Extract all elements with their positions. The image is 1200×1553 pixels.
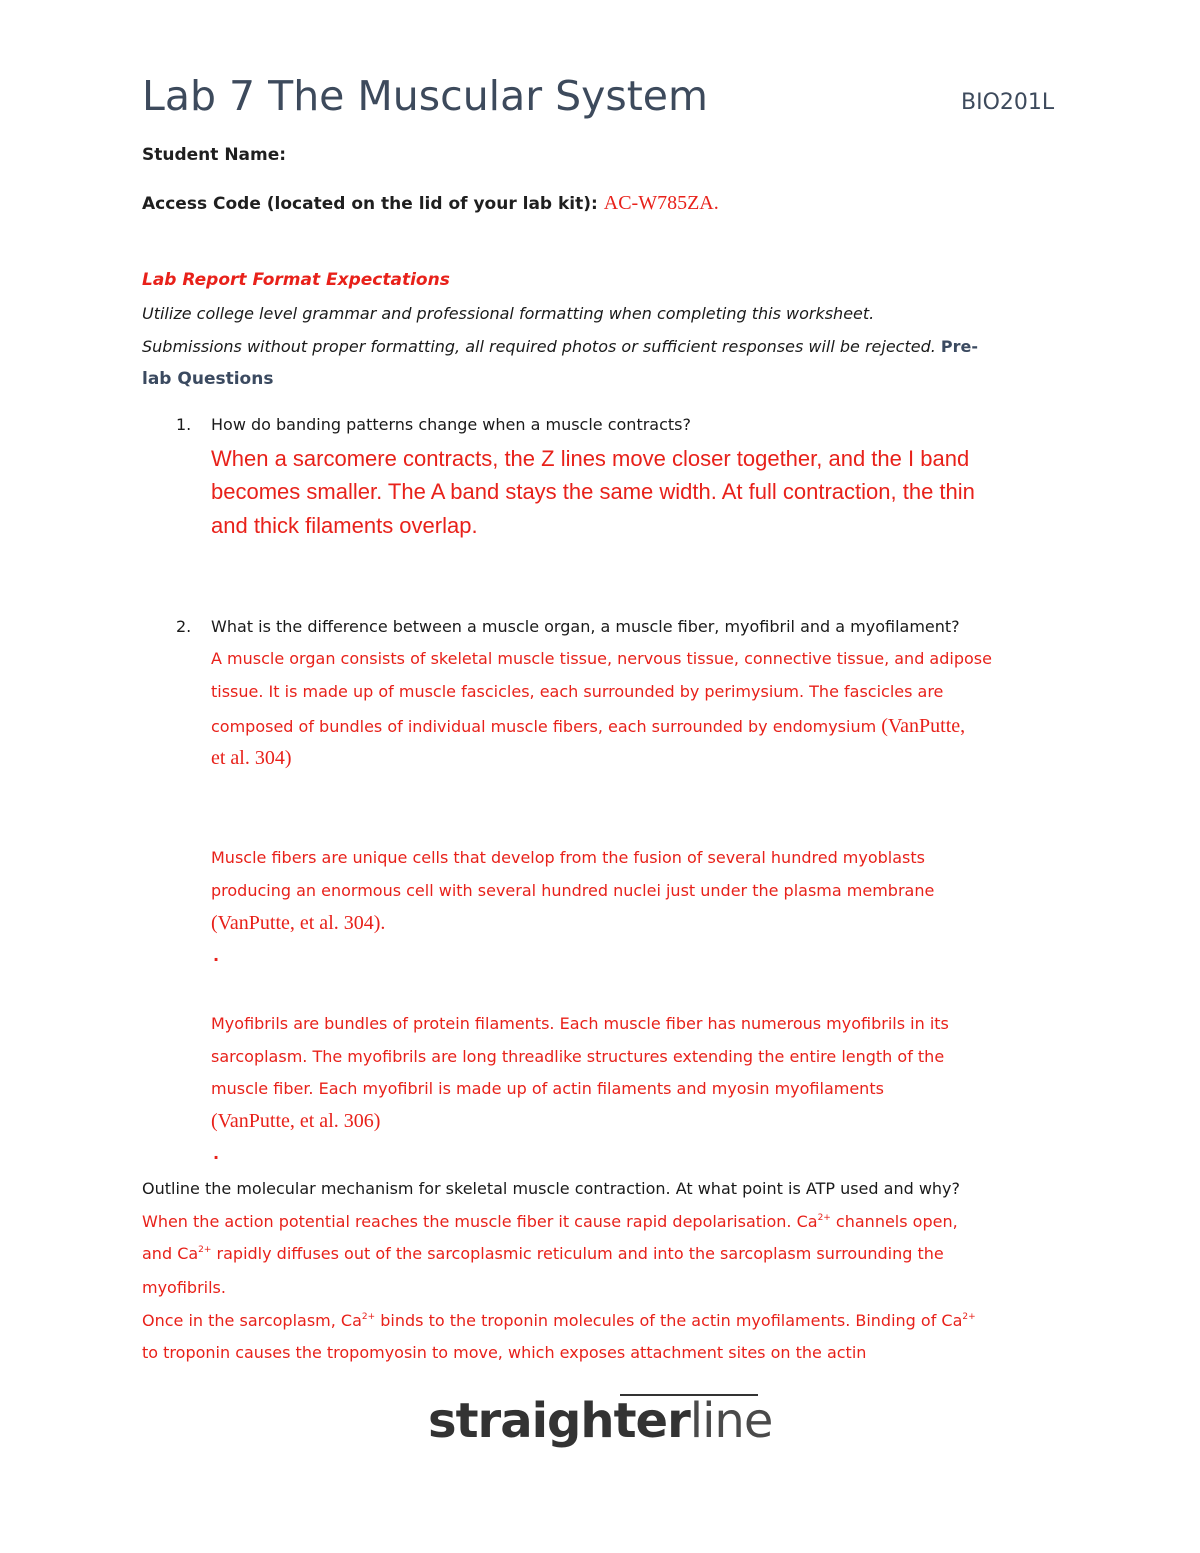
answer-2a-line-1: A muscle organ consists of skeletal muscle tissue, nervous tissue, connective tissue, and adipose xyxy=(211,649,992,668)
answer-3-line-2a: and Ca xyxy=(142,1244,199,1263)
answer-3-line-3: myofibrils. xyxy=(142,1278,226,1297)
citation-2: (VanPutte, et al. 304). xyxy=(211,912,386,934)
answer-3-line-4a: Once in the sarcoplasm, Ca xyxy=(142,1311,362,1330)
answer-3-line-2b: rapidly diffuses out of the sarcoplasmic reticulum and into the sarcoplasm surrounding the xyxy=(211,1244,944,1263)
question-1-number: 1. xyxy=(176,415,192,434)
superscript: 2+ xyxy=(198,1245,212,1255)
answer-2c-line-2: sarcoplasm. The myofibrils are long threadlike structures extending the entire length of the xyxy=(211,1047,945,1066)
format-line-1: Utilize college level grammar and professional formatting when completing this worksheet. xyxy=(142,304,875,323)
answer-2c-line-3: muscle fiber. Each myofibril is made up of actin filaments and myosin myofilaments xyxy=(211,1079,884,1098)
question-3-text: Outline the molecular mechanism for skeletal muscle contraction. At what point is ATP used and why? xyxy=(142,1179,961,1198)
answer-2b-line-2: producing an enormous cell with several hundred nuclei just under the plasma membrane xyxy=(211,881,935,900)
answer-1-line-2: becomes smaller. The A band stays the same width. At full contraction, the thin xyxy=(211,479,975,504)
citation-1b: et al. 304) xyxy=(211,747,292,769)
question-2-number: 2. xyxy=(176,617,192,636)
prelab-heading-part1: Pre- xyxy=(940,337,979,356)
student-name-label: Student Name: xyxy=(142,145,287,165)
bullet-dot-2: . xyxy=(213,1144,220,1163)
format-line-2 xyxy=(142,337,978,356)
course-code: BIO201L xyxy=(961,90,1055,115)
answer-3-line-4b: binds to the troponin molecules of the actin myofilaments. Binding of Ca xyxy=(375,1311,963,1330)
question-2-text: What is the difference between a muscle organ, a muscle fiber, myofibril and a myofilament? xyxy=(211,617,960,636)
prelab-heading-part2: lab Questions xyxy=(142,369,274,389)
format-heading: Lab Report Format Expectations xyxy=(142,270,450,290)
answer-3-line-1b: channels open, xyxy=(830,1212,958,1231)
logo-text-thin: line xyxy=(689,1393,773,1449)
answer-3-line-2 xyxy=(142,1244,944,1263)
superscript: 2+ xyxy=(361,1312,376,1322)
format-line-2-text: Submissions without proper formatting, all required photos or sufficient responses will be rejected. xyxy=(142,337,936,356)
answer-1-line-3: and thick filaments overlap. xyxy=(211,513,478,538)
answer-1-line-1: When a sarcomere contracts, the Z lines move closer together, and the I band xyxy=(211,446,970,471)
page-title: Lab 7 The Muscular System xyxy=(142,72,708,120)
superscript: 2+ xyxy=(817,1213,831,1223)
citation-3: (VanPutte, et al. 306) xyxy=(211,1110,381,1132)
citation-1a: (VanPutte, xyxy=(881,715,966,737)
access-code-value: AC-W785ZA. xyxy=(603,192,719,214)
bullet-dot-1: . xyxy=(213,946,220,965)
logo-text-bold: straighter xyxy=(428,1393,690,1449)
superscript: 2+ xyxy=(962,1312,976,1322)
answer-3-line-1 xyxy=(142,1212,958,1231)
question-1-text: How do banding patterns change when a muscle contracts? xyxy=(211,415,691,434)
access-code-row xyxy=(142,192,719,215)
answer-2a-line-2: tissue. It is made up of muscle fascicles, each surrounded by perimysium. The fascicles are xyxy=(211,682,944,701)
answer-3-line-4 xyxy=(142,1311,976,1330)
access-code-label: Access Code (located on the lid of your lab kit): xyxy=(142,194,598,214)
answer-3-line-5: to troponin causes the tropomyosin to move, which exposes attachment sites on the actin xyxy=(142,1343,867,1362)
answer-2a-line-3-text: composed of bundles of individual muscle fibers, each surrounded by endomysium xyxy=(211,717,877,736)
answer-2a-line-3 xyxy=(211,715,965,738)
answer-2b-line-1: Muscle fibers are unique cells that develop from the fusion of several hundred myoblasts xyxy=(211,848,925,867)
answer-3-line-1a: When the action potential reaches the muscle fiber it cause rapid depolarisation. Ca xyxy=(142,1212,818,1231)
straighterline-logo xyxy=(428,1393,772,1449)
answer-2c-line-1: Myofibrils are bundles of protein filaments. Each muscle fiber has numerous myofibrils in its xyxy=(211,1014,949,1033)
